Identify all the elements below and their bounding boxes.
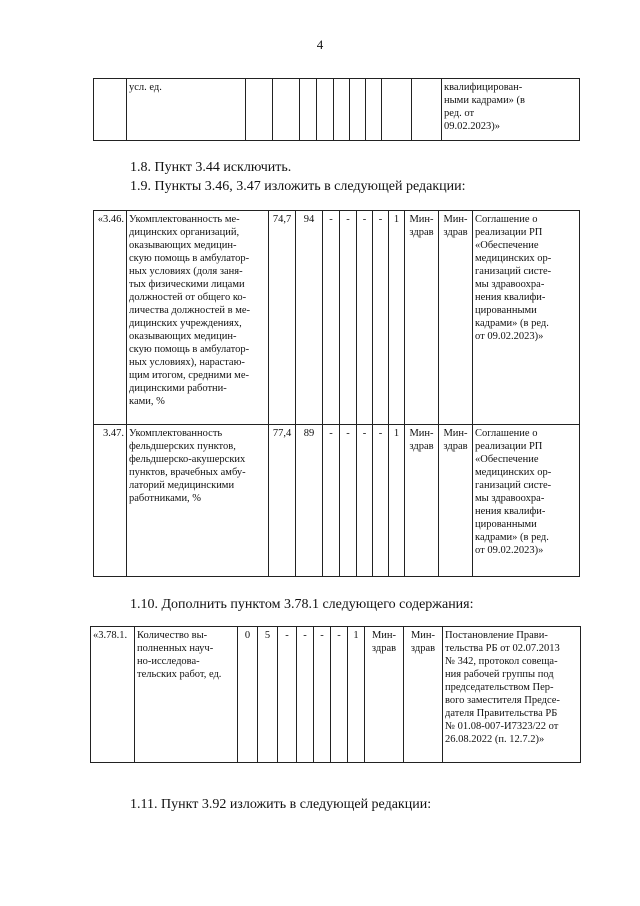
indicator-name: Укомплектованность фельдшерских пунктов, фельдшерско-акушерских пунктов, врачебных амбу- латорий медицинскими работниками, % [127,425,269,577]
responsible-2: Мин- здрав [439,425,473,577]
indicator-name: Количество вы- полненных науч- но-исследова- тельских работ, ед. [135,627,238,763]
basis-document: Постановление Прави- тельства РБ от 02.07.2013 № 342, протокол совеща- ния рабочей группы под председательством Пер- вого заместителя Предсе- дателя Правительства РБ № 01.08-007-И7323/22 от 26.08.2022 (п. 12.7.2)» [443,627,581,763]
cell-num [94,79,127,141]
cell-unit: усл. ед. [127,79,246,141]
page-number: 4 [316,37,324,52]
paragraph-1-10: 1.10. Дополнить пунктом 3.78.1 следующего содержания: [130,597,474,612]
paragraph-1-11: 1.11. Пункт 3.92 изложить в следующей редакции: [130,797,432,812]
responsible-2: Мин- здрав [404,627,443,763]
basis-document: Соглашение о реализации РП «Обеспечение медицинских ор- ганизаций систе- мы здравоохра- нения квалифи- цированными кадрами» (в ред. от 09.02.2023)» [473,425,580,577]
table-row: «3.46. Укомплектованность ме- дицинских организаций, оказывающих медицин- скую помощь в амбулатор- ных условиях (доля заня- тых физическими лицами должностей от общего ко- личества должностей в ме- дицинских учреждениях, оказывающих медицин- скую помощь в амбулатор- ных условиях), нарастаю- щим итогом, средними ме- дицинскими работни- ками, % 74,7 94 - - - - 1 Мин- здрав Мин- здрав Соглашение о реализации РП «Обеспечение медицинских ор- ганизаций систе- мы здравоохра- нения квалифи- цированными кадрами» (в ред. от 09.02.2023)» [94,211,580,425]
responsible-1: Мин- здрав [405,425,439,577]
responsible-1: Мин- здрав [365,627,404,763]
paragraph-1-9: 1.9. Пункты 3.46, 3.47 изложить в следующей редакции: [130,179,466,194]
table-3781 [90,626,581,763]
indicator-name: Укомплектованность ме- дицинских организаций, оказывающих медицин- скую помощь в амбулатор- ных условиях (доля заня- тых физическими лицами должностей от общего ко- личества должностей в ме- дицинских учреждениях, оказывающих медицин- скую помощь в амбулатор- ных условиях), нарастаю- щим итогом, средними ме- дицинскими работни- ками, % [127,211,269,425]
row-number: 3.47. [94,425,127,577]
table-continuation [93,78,580,141]
paragraph-1-8: 1.8. Пункт 3.44 исключить. [130,160,292,175]
table-row: 3.47. Укомплектованность фельдшерских пунктов, фельдшерско-акушерских пунктов, врачебных амбу- латорий медицинскими работниками, % 77,4 89 - - - - 1 Мин- здрав Мин- здрав Соглашение о реализации РП «Обеспечение медицинских ор- ганизаций систе- мы здравоохра- нения квалифи- цированными кадрами» (в ред. от 09.02.2023)» [94,425,580,577]
cell-basis: квалифицирован- ными кадрами» (в ред. от 09.02.2023)» [442,79,580,141]
table-row: «3.78.1. Количество вы- полненных науч- но-исследова- тельских работ, ед. 0 5 - - - - 1 Мин- здрав Мин- здрав Постановление Прави- тельства РБ от 02.07.2013 № 342, протокол совеща- ния рабочей группы под председательством Пер- вого заместителя Предсе- дателя Правительства РБ № 01.08-007-И7323/22 от 26.08.2022 (п. 12.7.2)» [91,627,581,763]
row-number: «3.46. [94,211,127,425]
basis-document: Соглашение о реализации РП «Обеспечение медицинских ор- ганизаций систе- мы здравоохра- нения квалифи- цированными кадрами» (в ред. от 09.02.2023)» [473,211,580,425]
responsible-2: Мин- здрав [439,211,473,425]
row-number: «3.78.1. [91,627,135,763]
responsible-1: Мин- здрав [405,211,439,425]
table-main [93,210,580,577]
